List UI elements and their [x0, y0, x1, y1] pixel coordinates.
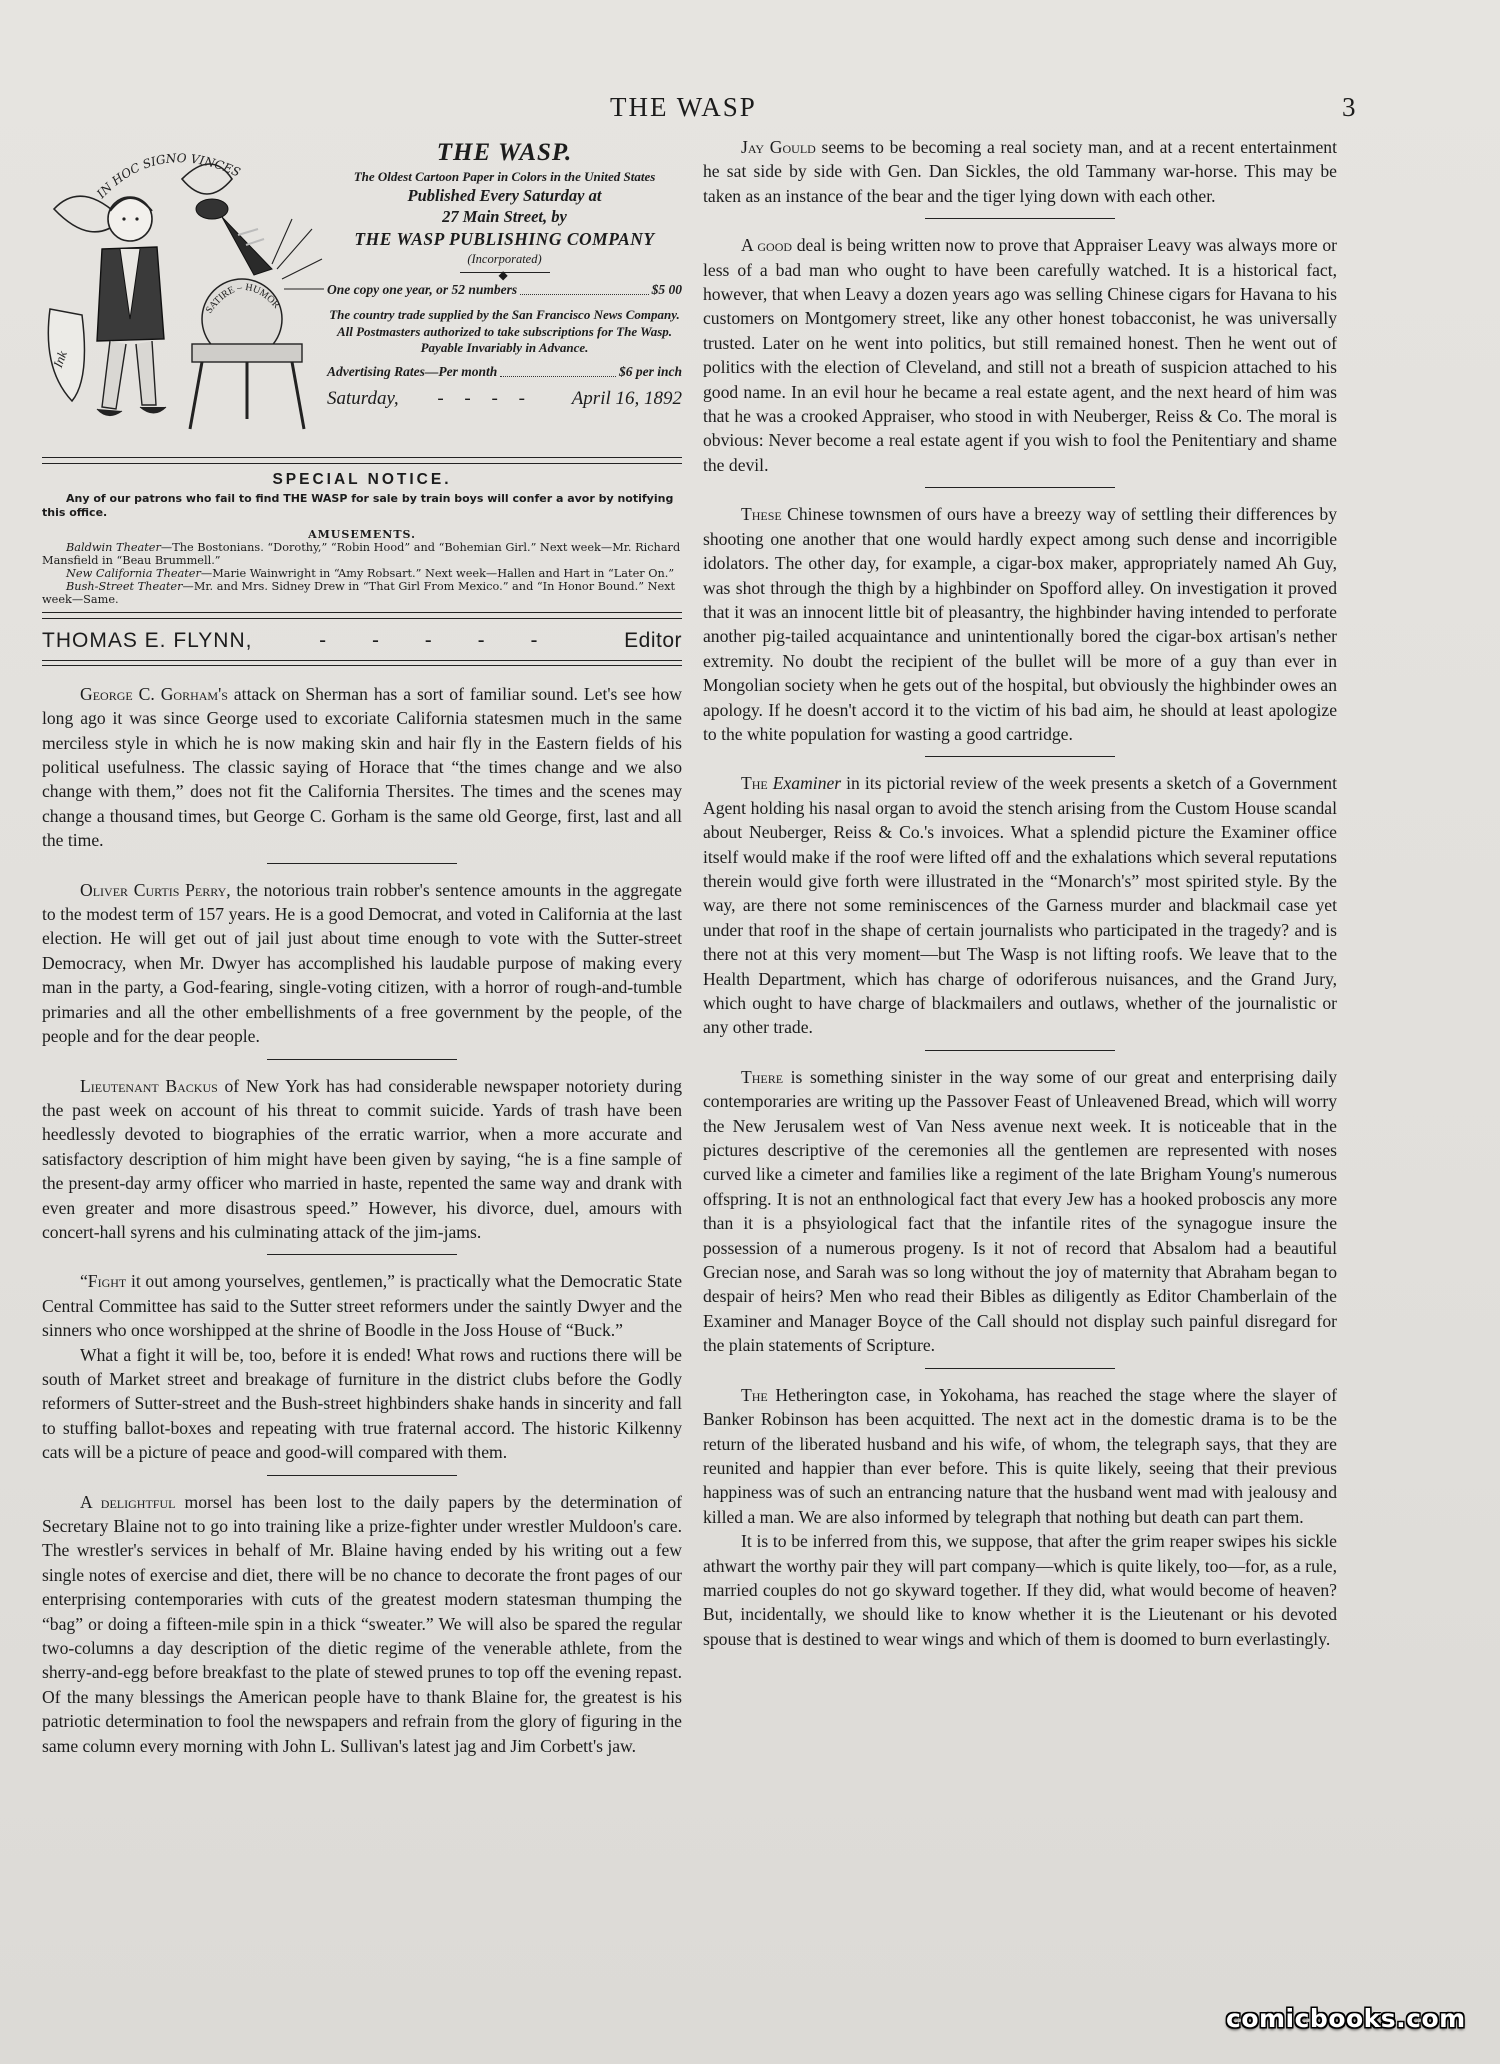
- publisher-name: THE WASP PUBLISHING COMPANY: [354, 229, 655, 250]
- article-paragraph: These Chinese townsmen of ours have a breezy way of settling their differences by shooting one another that one would hardly expect among such dense and incorrigible idolators. The other day, for example, a cigar-box maker, appropriately named Ah Guy, was shot through the thigh by a highbinder on Spofford alley. On investigation it proved that it was an innocent little bit of pleasantry, the highbinder having intended to perforate another pig-tailed acquaintance and unintentionally bored the cigar-box artisan's nether extremity. No doubt the recipient of the bullet will be more of a guy than ever in Mongolian society when he gets out of the hospital, but obviously the highbinder owes an apology. If he doesn't accord it to the victim of his bad aim, he should at least apologize to the white population for wasting a good cartridge.: [703, 504, 1337, 744]
- running-head: [0, 92, 1500, 126]
- double-rule: [42, 660, 682, 666]
- article-paragraph: Oliver Curtis Perry, the notorious train robber's sentence amounts in the aggregate to the modest term of 157 years. He is a good Democrat, and voted in California at the last election. He will get out of jail just about time enough to vote with the Sutter-street Democracy, when Mr. Dwyer has accomplished his laudable purpose of making every man in the party, a God-fearing, single-voting citizen, with a horror of rough-and-tumble primaries and all the other embellishments of a free government by the people, of the people and for the dear people.: [42, 879, 682, 1047]
- double-rule: [42, 457, 682, 464]
- section-rule: [925, 1368, 1115, 1369]
- amusements-title: AMUSEMENTS.: [308, 528, 416, 542]
- article-paragraph: Lieutenant Backus of New York has had considerable newspaper notoriety during the past week on account of his threat to commit suicide. Yards of trash have been heedlessly devoted to biographies of the erratic warrior, when a more accurate and satisfactory description of him might have been given by saying, “he is a fine sample of the present-day army officer who married in haste, repented the same way and drank with even greater and more disastrous speed.” However, his divorce, duel, amours with concert-hall syrens and his culminating attack of the jim-jams.: [42, 1075, 682, 1242]
- section-rule: [267, 863, 457, 864]
- left-column: [42, 135, 682, 1758]
- trade-notice: The country trade supplied by the San Francisco News Company. All Postmasters authorized to take subscriptions for The Wasp. Payable Invariably in Advance.: [329, 307, 680, 356]
- article-paragraph: The Examiner in its pictorial review of the week presents a sketch of a Government Agent holding his nasal organ to avoid the stench arising from the Custom House scandal about Neuberger, Reiss & Co.'s invoices. What a splendid picture the Examiner office itself would make if the roof were lifted off and the exhalations which several reputations therein would give forth were illustrated in the “Monarch's” most spirited style. By the way, are there not some reminiscences of the Garness murder and blackmail case yet under that roof in the shape of certain journalists who participated in the tragedy? and is there not at this very moment—but The Wasp is not lifting roofs. We leave that to the Health Department, which has charge of odoriferous nuisances, and the Grand Jury, which ought to have charge of blackmailers and outlaws, whether of the journalistic or any other trade.: [703, 773, 1337, 1038]
- amusements-listing: [42, 528, 682, 606]
- article-paragraph: There is something sinister in the way some of our great and enterprising daily contemporaries are writing up the Passover Feast of Unleavened Bread, which will worry the New Jerusalem west of Van Ness avenue next week. It is noticeable that in the pictures descriptive of the ceremonies all the gentlemen are represented with noses curved like a cimeter and families like a regiment of the late Brigham Young's numerous offspring. It is not an enthnological fact that every Jew has a hooked proboscis any more than it is a phsyiological fact that the infantile rites of the synagogue insure the possession of a numerous progeny. Is it not of record that Absalom had a beautiful Grecian nose, and Sarah was so long without the joy of maternity that Abraham began to despair of heirs? Men who read their Bibles as diligently as Editor Chamberlain of the Examiner and Manager Boyce of the Call should not display such painful disregard for the plain statements of Scripture.: [703, 1066, 1337, 1356]
- section-rule: [267, 1475, 457, 1476]
- satire-humor-label: SATIRE – HUMOR: [203, 282, 282, 316]
- amusement-line: Bush-Street Theater—Mr. and Mrs. Sidney Drew in “That Girl From Mexico.” and “In Honor Bound.” Next week—Same.: [42, 580, 676, 607]
- article-paragraph: A good deal is being written now to prove that Appraiser Leavy was always more or less of a bad man who ought to have been carefully watched. It is a historical fact, however, that when Leavy a dozen years ago was selling Chinese cigars for Havana to his customers on Montgomery street, like any other honest tobacconist, he was universally trusted. Later on he went into politics, but still remained honest. Then he went out of politics with the election of Cleveland, and still not a breath of suspicion attached to his good name. In an evil hour he became a real estate agent, and the next heard of him was that he was a crooked Appraiser, who stood in with Neuberger, Reiss & Co. The moral is obvious: Never become a real estate agent if you wish to fool the Penitentiary and shame the devil.: [703, 235, 1337, 475]
- incorporated-label: (Incorporated): [467, 252, 542, 267]
- editor-line: THOMAS E. FLYNN, - - - - - Editor: [42, 629, 682, 653]
- section-rule: [267, 1059, 457, 1060]
- boy-and-wasp-illustration: [42, 139, 327, 439]
- advertising-rate: Advertising Rates—Per month $6 per inch: [327, 361, 682, 383]
- page-title: THE WASP: [610, 92, 757, 122]
- section-rule: [925, 1050, 1115, 1051]
- article-paragraph: George C. Gorham's attack on Sherman has a sort of familiar sound. Let's see how long ago it was since George used to excoriate California statesmen much in the same merciless style in which he is now making skin and hair fly in the Eastern fields of his political usefulness. The classic saying of Horace that “the times change and we also change with them,” does not fit the California Thersites. The times and the scenes may change a thousand times, but George C. Gorham is the same old George, first, last and all the time.: [42, 683, 682, 851]
- article-paragraph: The Hetherington case, in Yokohama, has reached the stage where the slayer of Banker Robinson has been acquitted. The next act in the domestic drama is to be the return of the liberated husband and his wife, of whom, the telegraph says, that they are reunited and happier than ever before. This is quite likely, seeing that their previous happiness was of such an entrancing nature that the husband went mad with jealousy and killed a man. We are also informed by telegraph that nothing but death can part them. It is to be inferred from this, we suppose, that after the grim reaper swipes his sickle athwart the worthy pair they will part company—which is quite likely, too—for, as a rule, married couples do not go skyward together. If they did, what would become of heaven? But, incidentally, we should like to know whether it is the Lieutenant or his devoted spouse that is destined to wear wings and which of them is doomed to burn everlastingly.: [703, 1384, 1337, 1649]
- ornament-divider: [460, 269, 550, 277]
- issue-date: Saturday, - - - - April 16, 1892: [327, 387, 682, 409]
- paper-tagline: The Oldest Cartoon Paper in Colors in the United States: [353, 169, 656, 185]
- masthead-box: [42, 135, 682, 453]
- section-rule: [925, 756, 1115, 757]
- motto-text: IN HOC SIGNO VINCES: [94, 151, 243, 201]
- subscription-rate: One copy one year, or 52 numbers $5 00: [327, 279, 682, 301]
- right-column: [703, 135, 1337, 1651]
- special-notice: [42, 468, 682, 520]
- amusement-line: New California Theater—Marie Wainwright in “Amy Robsart.” Next week—Hallen and Hart in “Later On.”: [66, 567, 675, 581]
- amusement-line: Baldwin Theater—The Bostonians. “Dorothy,” “Robin Hood” and “Bohemian Girl.” Next week—Mr. Richard Mansfield in “Beau Brummell.”: [42, 541, 681, 568]
- section-rule: [925, 218, 1115, 219]
- watermark-logo: comicbooks.com: [1226, 2004, 1466, 2033]
- paper-name: THE WASP.: [436, 139, 573, 166]
- article-paragraph: “Fight it out among yourselves, gentlemen,” is practically what the Democratic State Central Committee has said to the Sutter street reformers under the saintly Dwyer and the sinners who once worshipped at the shrine of Boodle in the Joss House of “Buck.” What a fight it will be, too, before it is ended! What rows and ructions there will be south of Market street and breakage of furniture in the district clubs before the Godly reformers of Sutter-street and the Bush-street highbinders shake hands in sincerity and fall to stuffing ballot-boxes and repeating with true fraternal accord. The historic Kilkenny cats will be a picture of peace and good-will compared with them.: [42, 1271, 682, 1463]
- published-line: Published Every Saturday at: [407, 186, 602, 206]
- editor-name: THOMAS E. FLYNN,: [42, 629, 253, 653]
- double-rule: [42, 612, 682, 619]
- ink-label: Ink: [49, 348, 70, 370]
- special-notice-title: SPECIAL NOTICE.: [272, 471, 452, 488]
- editor-label: Editor: [624, 629, 682, 653]
- article-paragraph: Jay Gould seems to be becoming a real society man, and at a recent entertainment he sat side by side with Gen. Dan Sickles, the old Tammany war-horse. This may be taken as an instance of the bear and the tiger lying down with each other.: [703, 137, 1337, 206]
- section-rule: [267, 1254, 457, 1255]
- masthead-info: [327, 141, 682, 411]
- svg-text:IN HOC SIGNO VINCES: [93, 151, 242, 202]
- address-line: 27 Main Street, by: [442, 207, 567, 227]
- section-rule: [925, 487, 1115, 488]
- special-notice-body: Any of our patrons who fail to find THE WASP for sale by train boys will confer a avor by notifying this office.: [42, 492, 674, 520]
- page-number: 3: [1342, 92, 1356, 122]
- article-paragraph: A delightful morsel has been lost to the daily papers by the determination of Secretary Blaine not to go into training like a prize-fighter under wrestler Muldoon's care. The wrestler's services in behalf of Mr. Blaine having ended by his writing out a few single notes of exercise and diet, there will be no chance to decorate the front pages of our enterprising contemporaries with cuts of the greatest modern statesman thumping the “bag” or doing a fifteen-mile spin in a thick “sweater.” We will also be spared the regular two-columns a day description of the dietic regime of the venerable athlete, from the sherry-and-egg before breakfast to the plate of stewed prunes to top off the evening repast. Of the many blessings the American people have to thank Blaine for, the greatest is his patriotic determination to fool the newspapers and refrain from the glory of figuring in the same column every morning with John L. Sullivan's latest jag and Jim Corbett's jaw.: [42, 1491, 682, 1756]
